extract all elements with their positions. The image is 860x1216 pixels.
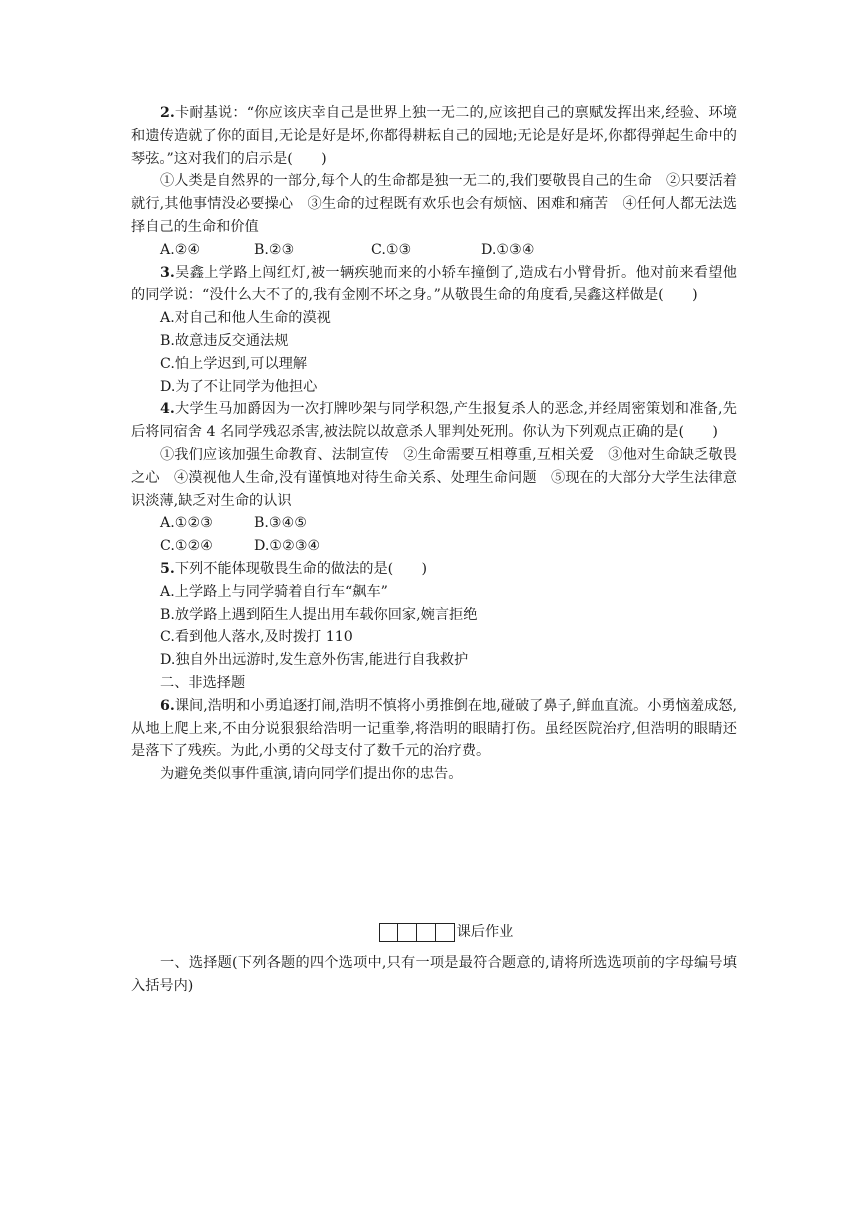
option-c[interactable]: C.①③ — [371, 241, 412, 258]
option-d[interactable]: D.独自外出远游时,发生意外伤害,能进行自我救护 — [160, 652, 469, 669]
option-b[interactable]: B.故意违反交通法规 — [160, 332, 289, 349]
question-2-text: 卡耐基说：“你应该庆幸自己是世界上独一无二的,应该把自己的禀赋发挥出来,经验、环境和遗传造就了你的面目,无论是好是坏,你都得耕耘自己的园地;无论是好是坏,你都得弹起生命中的琴弦。”这对我们的启示是( ) — [131, 105, 737, 167]
question-5-stem — [131, 558, 737, 581]
question-4-options-row-1 — [131, 512, 737, 535]
option-b[interactable]: B.③④⑤ — [254, 515, 308, 532]
question-5-number: 5. — [160, 560, 175, 577]
question-2-options — [131, 239, 737, 262]
homework-banner — [131, 922, 737, 942]
question-4-number: 4. — [160, 401, 175, 418]
banner-box — [398, 923, 417, 942]
homework-label: 课后作业 — [456, 923, 514, 940]
option-d[interactable]: D.①②③④ — [254, 538, 321, 555]
section-heading-non-choice: 二、非选择题 — [160, 674, 246, 691]
option-d[interactable]: D.为了不让同学为他担心 — [160, 378, 318, 395]
question-2-stem — [131, 102, 737, 170]
question-6-text: 课间,浩明和小勇追逐打闹,浩明不慎将小勇推倒在地,碰破了鼻子,鲜血直流。小勇恼羞成怒,从地上爬上来,不由分说狠狠给浩明一记重拳,将浩明的眼睛打伤。虽经医院治疗,但浩明的眼睛还是落下了残疾。为此,小勇的父母支付了数千元的治疗费。 — [131, 697, 737, 760]
option-a[interactable]: A.②④ — [160, 241, 201, 258]
option-a[interactable]: A.①②③ — [160, 515, 213, 532]
option-d[interactable]: D.①③④ — [481, 241, 535, 258]
banner-box — [417, 923, 436, 942]
question-3-number: 3. — [160, 264, 175, 281]
question-6-prompt: 为避免类似事件重演,请向同学们提出你的忠告。 — [160, 766, 463, 783]
option-b[interactable]: B.放学路上遇到陌生人提出用车载你回家,婉言拒绝 — [160, 606, 478, 623]
question-6-number: 6. — [160, 697, 175, 714]
option-b[interactable]: B.②③ — [254, 241, 295, 258]
option-c[interactable]: C.怕上学迟到,可以理解 — [160, 355, 308, 372]
question-3-stem — [131, 262, 737, 308]
answer-space[interactable] — [131, 786, 737, 922]
question-4-stem — [131, 398, 737, 444]
question-5-text: 下列不能体现敬畏生命的做法的是( ) — [174, 560, 428, 577]
question-3-text: 吴鑫上学路上闯红灯,被一辆疾驰而来的小轿车撞倒了,造成右小臂骨折。他对前来看望他的同学说：“没什么大不了的,我有金刚不坏之身。”从敬畏生命的角度看,吴鑫这样做是( ) — [131, 264, 737, 304]
banner-box — [436, 923, 455, 942]
question-4-text: 大学生马加爵因为一次打牌吵架与同学积怨,产生报复杀人的恶念,并经周密策划和准备,先后将同宿舍 4 名同学残忍杀害,被法院以故意杀人罪判处死刑。你认为下列观点正确的是( ) — [131, 401, 737, 441]
worksheet-content — [131, 102, 737, 998]
question-2-number: 2. — [160, 105, 175, 121]
option-c[interactable]: C.①②④ — [160, 538, 214, 555]
section-heading-choice-homework: 一、选择题(下列各题的四个选项中,只有一项是最符合题意的,请将所选选项前的字母编号填入括号内) — [131, 954, 737, 994]
question-4-statements: ①我们应该加强生命教育、法制宣传 ②生命需要互相尊重,互相关爱 ③他对生命缺乏敬畏之心 ④漠视他人生命,没有谨慎地对待生命关系、处理生命问题 ⑤现在的大部分大学生法律意识淡薄,缺乏对生命的认识 — [131, 446, 737, 509]
option-a[interactable]: A.上学路上与同学骑着自行车“飙车” — [160, 583, 388, 600]
question-6-stem — [131, 695, 737, 763]
option-a[interactable]: A.对自己和他人生命的漠视 — [160, 310, 331, 327]
option-c[interactable]: C.看到他人落水,及时拨打 110 — [160, 629, 353, 646]
question-2-statements: ①人类是自然界的一部分,每个人的生命都是独一无二的,我们要敬畏自己的生命 ②只要活着就行,其他事情没必要操心 ③生命的过程既有欢乐也会有烦恼、困难和痛苦 ④任何人都无法选择自己的生命和价值 — [131, 173, 737, 235]
banner-box — [379, 923, 398, 942]
question-4-options-row-2 — [131, 535, 737, 558]
